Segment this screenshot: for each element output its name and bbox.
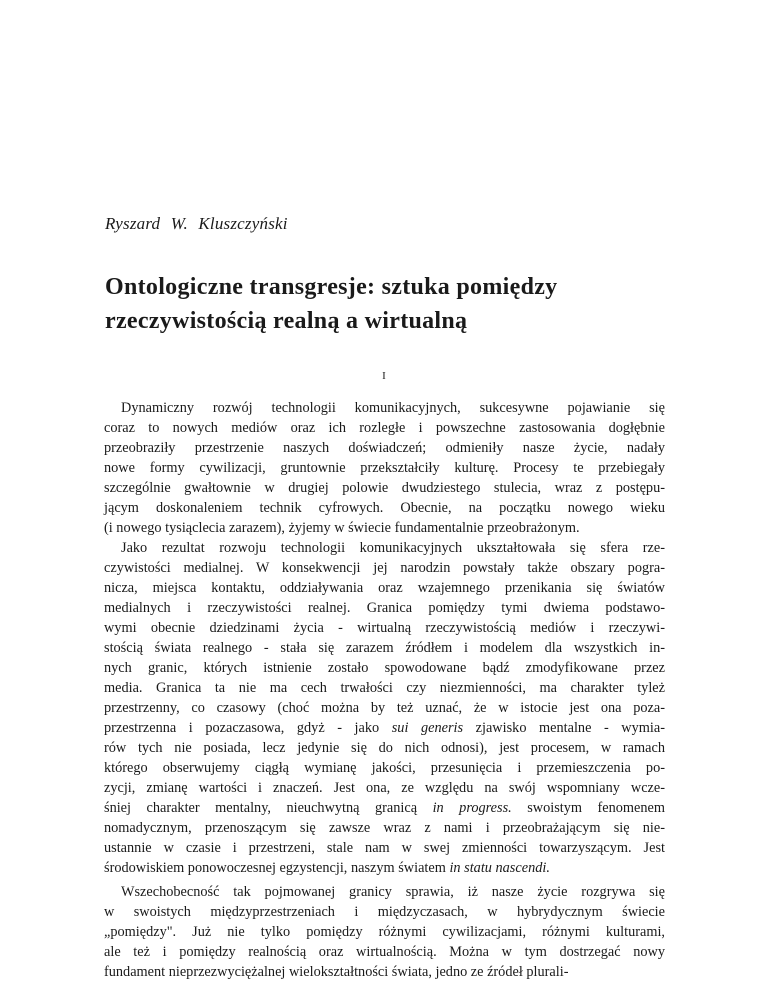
text-line: ustannie w czasie i przestrzeni, stale nam w swej zmienności towarzyszącym. Jest	[104, 840, 665, 856]
text-line: przestrzenny, co czasowy (choć można by też uznać, że w istocie jest ona poza-	[104, 700, 665, 716]
text-line: szczególnie gwałtownie w drugiej polowie dwudziestego stulecia, wraz z postępu-	[104, 480, 665, 496]
italic-term: in progress.	[432, 800, 512, 816]
paragraph	[104, 398, 665, 538]
text-line: w swoistych międzyprzestrzeniach i międzyczasach, w hybrydycznym świecie	[104, 904, 665, 920]
text-line: przeobraziły przestrzenie naszych doświadczeń; odmieniły nasze życie, nadały	[104, 440, 665, 456]
text-line: media. Granica ta nie ma cech trwałości czy niezmienności, ma charakter tyleż	[104, 680, 665, 696]
text-line: jącym doskonaleniem technik cyfrowych. Obecnie, na początku nowego wieku	[104, 500, 665, 516]
text-line: (i nowego tysiąclecia zarazem), żyjemy w świecie fundamentalnie przeobrażonym.	[104, 520, 580, 536]
text-line: śniej charakter mentalny, nieuchwytną granicą in progress. swoistym fenomenem	[104, 800, 665, 816]
text-line: zycji, zmianę wartości i znaczeń. Jest ona, ze względu na swój wspomniany wcze-	[104, 780, 665, 796]
text-line: fundament nieprzezwyciężalnej wielokształtności świata, jedno ze źródeł plurali-	[104, 964, 569, 980]
article-body	[104, 398, 665, 982]
text-line: ale też i pomiędzy realnością oraz wirtualnością. Można w tym dostrzegać nowy	[104, 944, 665, 960]
text-line: nych granic, których istnienie zostało spowodowane bądź zmodyfikowane przez	[104, 660, 665, 676]
text-line: środowiskiem ponowoczesnej egzystencji, naszym światem in statu nascendi.	[104, 860, 550, 876]
paragraph	[104, 882, 665, 982]
text-line: czywistości medialnej. W konsekwencji jej narodzin powstały także obszary pogra-	[104, 560, 665, 576]
article-title	[105, 270, 705, 338]
text-line: Jako rezultat rozwoju technologii komunikacyjnych ukształtowała się sfera rze-	[121, 540, 665, 556]
text-line: Wszechobecność tak pojmowanej granicy sprawia, iż nasze życie rozgrywa się	[121, 884, 665, 900]
text-line: wymi obecnie dziedzinami życia - wirtualną rzeczywistością mediów i rzeczywi-	[104, 620, 665, 636]
text-line: nomadycznym, przenoszącym się zawsze wraz z nami i przeobrażającym się nie-	[104, 820, 665, 836]
text-line: rów tych nie posiada, lecz jedynie się do nich odnosi), jest procesem, w ramach	[104, 740, 665, 756]
section-number: I	[382, 370, 386, 382]
text-line: Dynamiczny rozwój technologii komunikacyjnych, sukcesywne pojawianie się	[121, 400, 665, 416]
title-line: Ontologiczne transgresje: sztuka pomiędzy	[105, 274, 558, 300]
text-line: „pomiędzy". Już nie tylko pomiędzy różnymi cywilizacjami, różnymi kulturami,	[104, 924, 665, 940]
text-line: coraz to nowych mediów oraz ich rozległe i powszechne zastosowania dogłębnie	[104, 420, 665, 436]
italic-term: sui generis	[391, 720, 464, 736]
text-line: stością świata realnego - stała się zarazem źródłem i modelem dla wszystkich in-	[104, 640, 665, 656]
paragraph	[104, 538, 665, 878]
title-line: rzeczywistością realną a wirtualną	[105, 308, 468, 334]
text-line: medialnych i rzeczywistości realnej. Granica pomiędzy tymi dwiema podstawo-	[104, 600, 665, 616]
author-name: Ryszard W. Kluszczyński	[105, 214, 288, 233]
text-line: nowe formy cywilizacji, gruntownie przekształciły kulturę. Procesy te przebiegały	[104, 460, 665, 476]
text-line: którego obserwujemy ciągłą wymianę jakości, przesunięcia i przemieszczenia po-	[104, 760, 665, 776]
text-line: nicza, miejsca kontaktu, oddziaływania oraz wzajemnego przenikania się światów	[104, 580, 665, 596]
text-line: przestrzenna i pozaczasowa, gdyż - jako sui generis zjawisko mentalne - wymia-	[104, 720, 665, 736]
italic-term: in statu nascendi.	[449, 860, 550, 876]
